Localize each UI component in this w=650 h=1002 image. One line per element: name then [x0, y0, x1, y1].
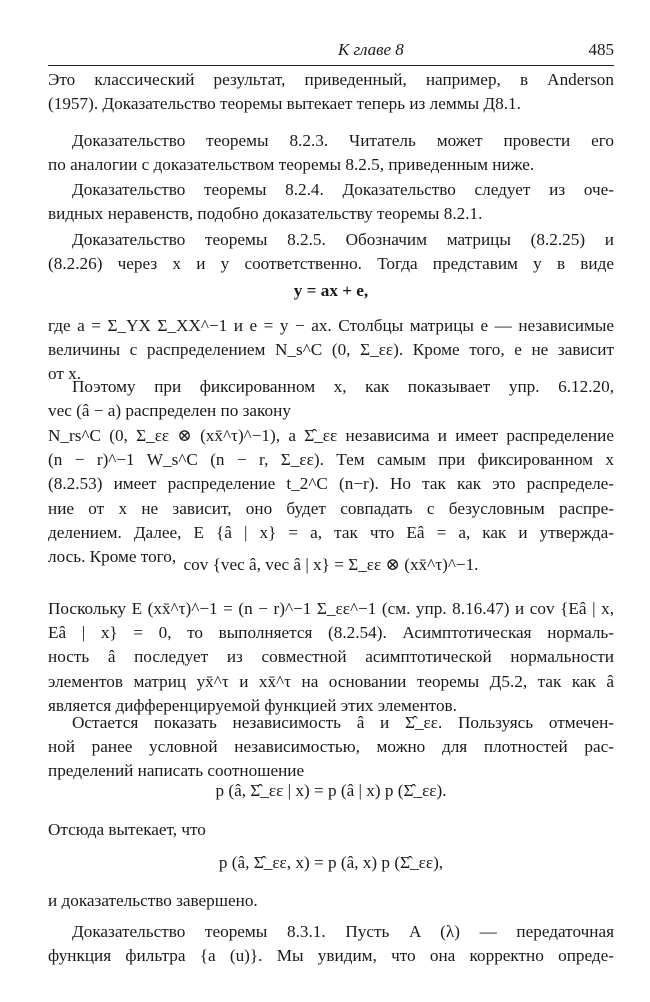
- text-line: Доказательство теоремы 8.2.5. Обозначим матрицы (8.2.25) и: [72, 230, 614, 249]
- page-header: [48, 40, 614, 64]
- equation-joint: [48, 851, 614, 875]
- text-line: от x.: [48, 364, 82, 384]
- paragraph-since: [48, 597, 614, 718]
- text-line: видных неравенств, подобно доказательству теоремы 8.2.1.: [48, 204, 483, 224]
- text-line: делением. Далее, E {â | x} = a, так что Eâ = a, как и утвержда-: [48, 522, 614, 542]
- paragraph-distribution: [48, 424, 614, 569]
- paragraph-proof-8-2-5: [48, 228, 614, 276]
- text-line: Доказательство теоремы 8.2.4. Доказательство следует из оче-: [72, 180, 614, 199]
- text-line: элементов матриц yx̄^τ и xx̄^τ на основании теоремы Д5.2, так как â: [48, 671, 614, 691]
- text-line: лось. Кроме того,: [48, 546, 177, 566]
- text-line: функция фильтра {a (u)}. Мы увидим, что она корректно опреде-: [48, 946, 614, 966]
- text-line: Остается показать независимость â и Σ̂_εε. Пользуясь отмечен-: [72, 713, 614, 732]
- equation-density: [48, 779, 614, 803]
- text-line: (1957). Доказательство теоремы вытекает теперь из леммы Д8.1.: [48, 94, 521, 114]
- text-line: и доказательство завершено.: [48, 891, 258, 910]
- paragraph-proof-8-3-1: [48, 920, 614, 968]
- text-line: Отсюда вытекает, что: [48, 820, 206, 839]
- text-line: ность â последует из совместной асимптотической нормальности: [48, 647, 614, 667]
- text-line: vec (â − a) распределен по закону: [48, 401, 291, 421]
- text-line: ние от x не зависит, оно будет совпадать с безусловным распре-: [48, 498, 614, 518]
- text-line: является дифференцируемой функцией этих элементов.: [48, 695, 457, 715]
- text-line: Поскольку E (xx̄^τ)^−1 = (n − r)^−1 Σ_εε^−1 (см. упр. 8.16.47) и cov {Eâ | x,: [48, 599, 614, 618]
- header-rule: [48, 65, 614, 66]
- paragraph-therefore: [48, 375, 614, 423]
- text-line: Это классический результат, приведенный, например, в Anderson: [48, 70, 614, 89]
- paragraph-proof-8-2-3: [48, 129, 614, 177]
- equation-line: p (â, Σ̂_εε | x) = p (â | x) p (Σ̂_εε).: [215, 781, 447, 800]
- text-line: где a = Σ_YX Σ_XX^−1 и e = y − ax. Столбцы матрицы e — независимые: [48, 316, 614, 335]
- running-title: К главе 8: [338, 40, 404, 59]
- text-line: по аналогии с доказательством теоремы 8.2.5, приведенным ниже.: [48, 155, 535, 175]
- text-line: (8.2.26) через x и y соответственно. Тогда представим y в виде: [48, 254, 614, 274]
- equation-cov: [48, 553, 614, 577]
- text-line: (8.2.53) имеет распределение t_2^C (n−r). Но так как это распределе-: [48, 474, 614, 494]
- text-line: (n − r)^−1 W_s^C (n − r, Σ_εε). Тем самым при фиксированном x: [48, 450, 614, 470]
- page-number: 485: [588, 40, 614, 59]
- text-line: Eâ | x} = 0, то выполняется (8.2.54). Асимптотическая нормаль-: [48, 623, 614, 643]
- text-line: пределений написать соотношение: [48, 761, 305, 781]
- paragraph-anderson: [48, 68, 614, 116]
- text-line: Поэтому при фиксированном x, как показывает упр. 6.12.20,: [72, 377, 614, 396]
- equation-line: cov {vec â, vec â | x} = Σ_εε ⊗ (xx̄^τ)^−1.: [183, 555, 479, 574]
- paragraph-remains: [48, 711, 614, 784]
- text-line: N_rs^C (0, Σ_εε ⊗ (xx̄^τ)^−1), а Σ̂_εε независима и имеет распределение: [48, 426, 614, 445]
- text-line: Доказательство теоремы 8.2.3. Читатель может провести его: [72, 131, 614, 150]
- equation-y: [48, 279, 614, 303]
- text-line: Доказательство теоремы 8.3.1. Пусть A (λ) — передаточная: [72, 922, 614, 941]
- text-line: величины с распределением N_s^C (0, Σ_εε). Кроме того, e не зависит: [48, 340, 614, 360]
- paragraph-complete: [48, 889, 614, 913]
- equation-line: p (â, Σ̂_εε, x) = p (â, x) p (Σ̂_εε),: [218, 853, 444, 872]
- paragraph-proof-8-2-4: [48, 178, 614, 226]
- text-line: ной ранее условной независимостью, можно для плотностей рас-: [48, 737, 614, 757]
- equation-line: y = ax + e,: [293, 281, 369, 300]
- paragraph-hence: [48, 818, 614, 842]
